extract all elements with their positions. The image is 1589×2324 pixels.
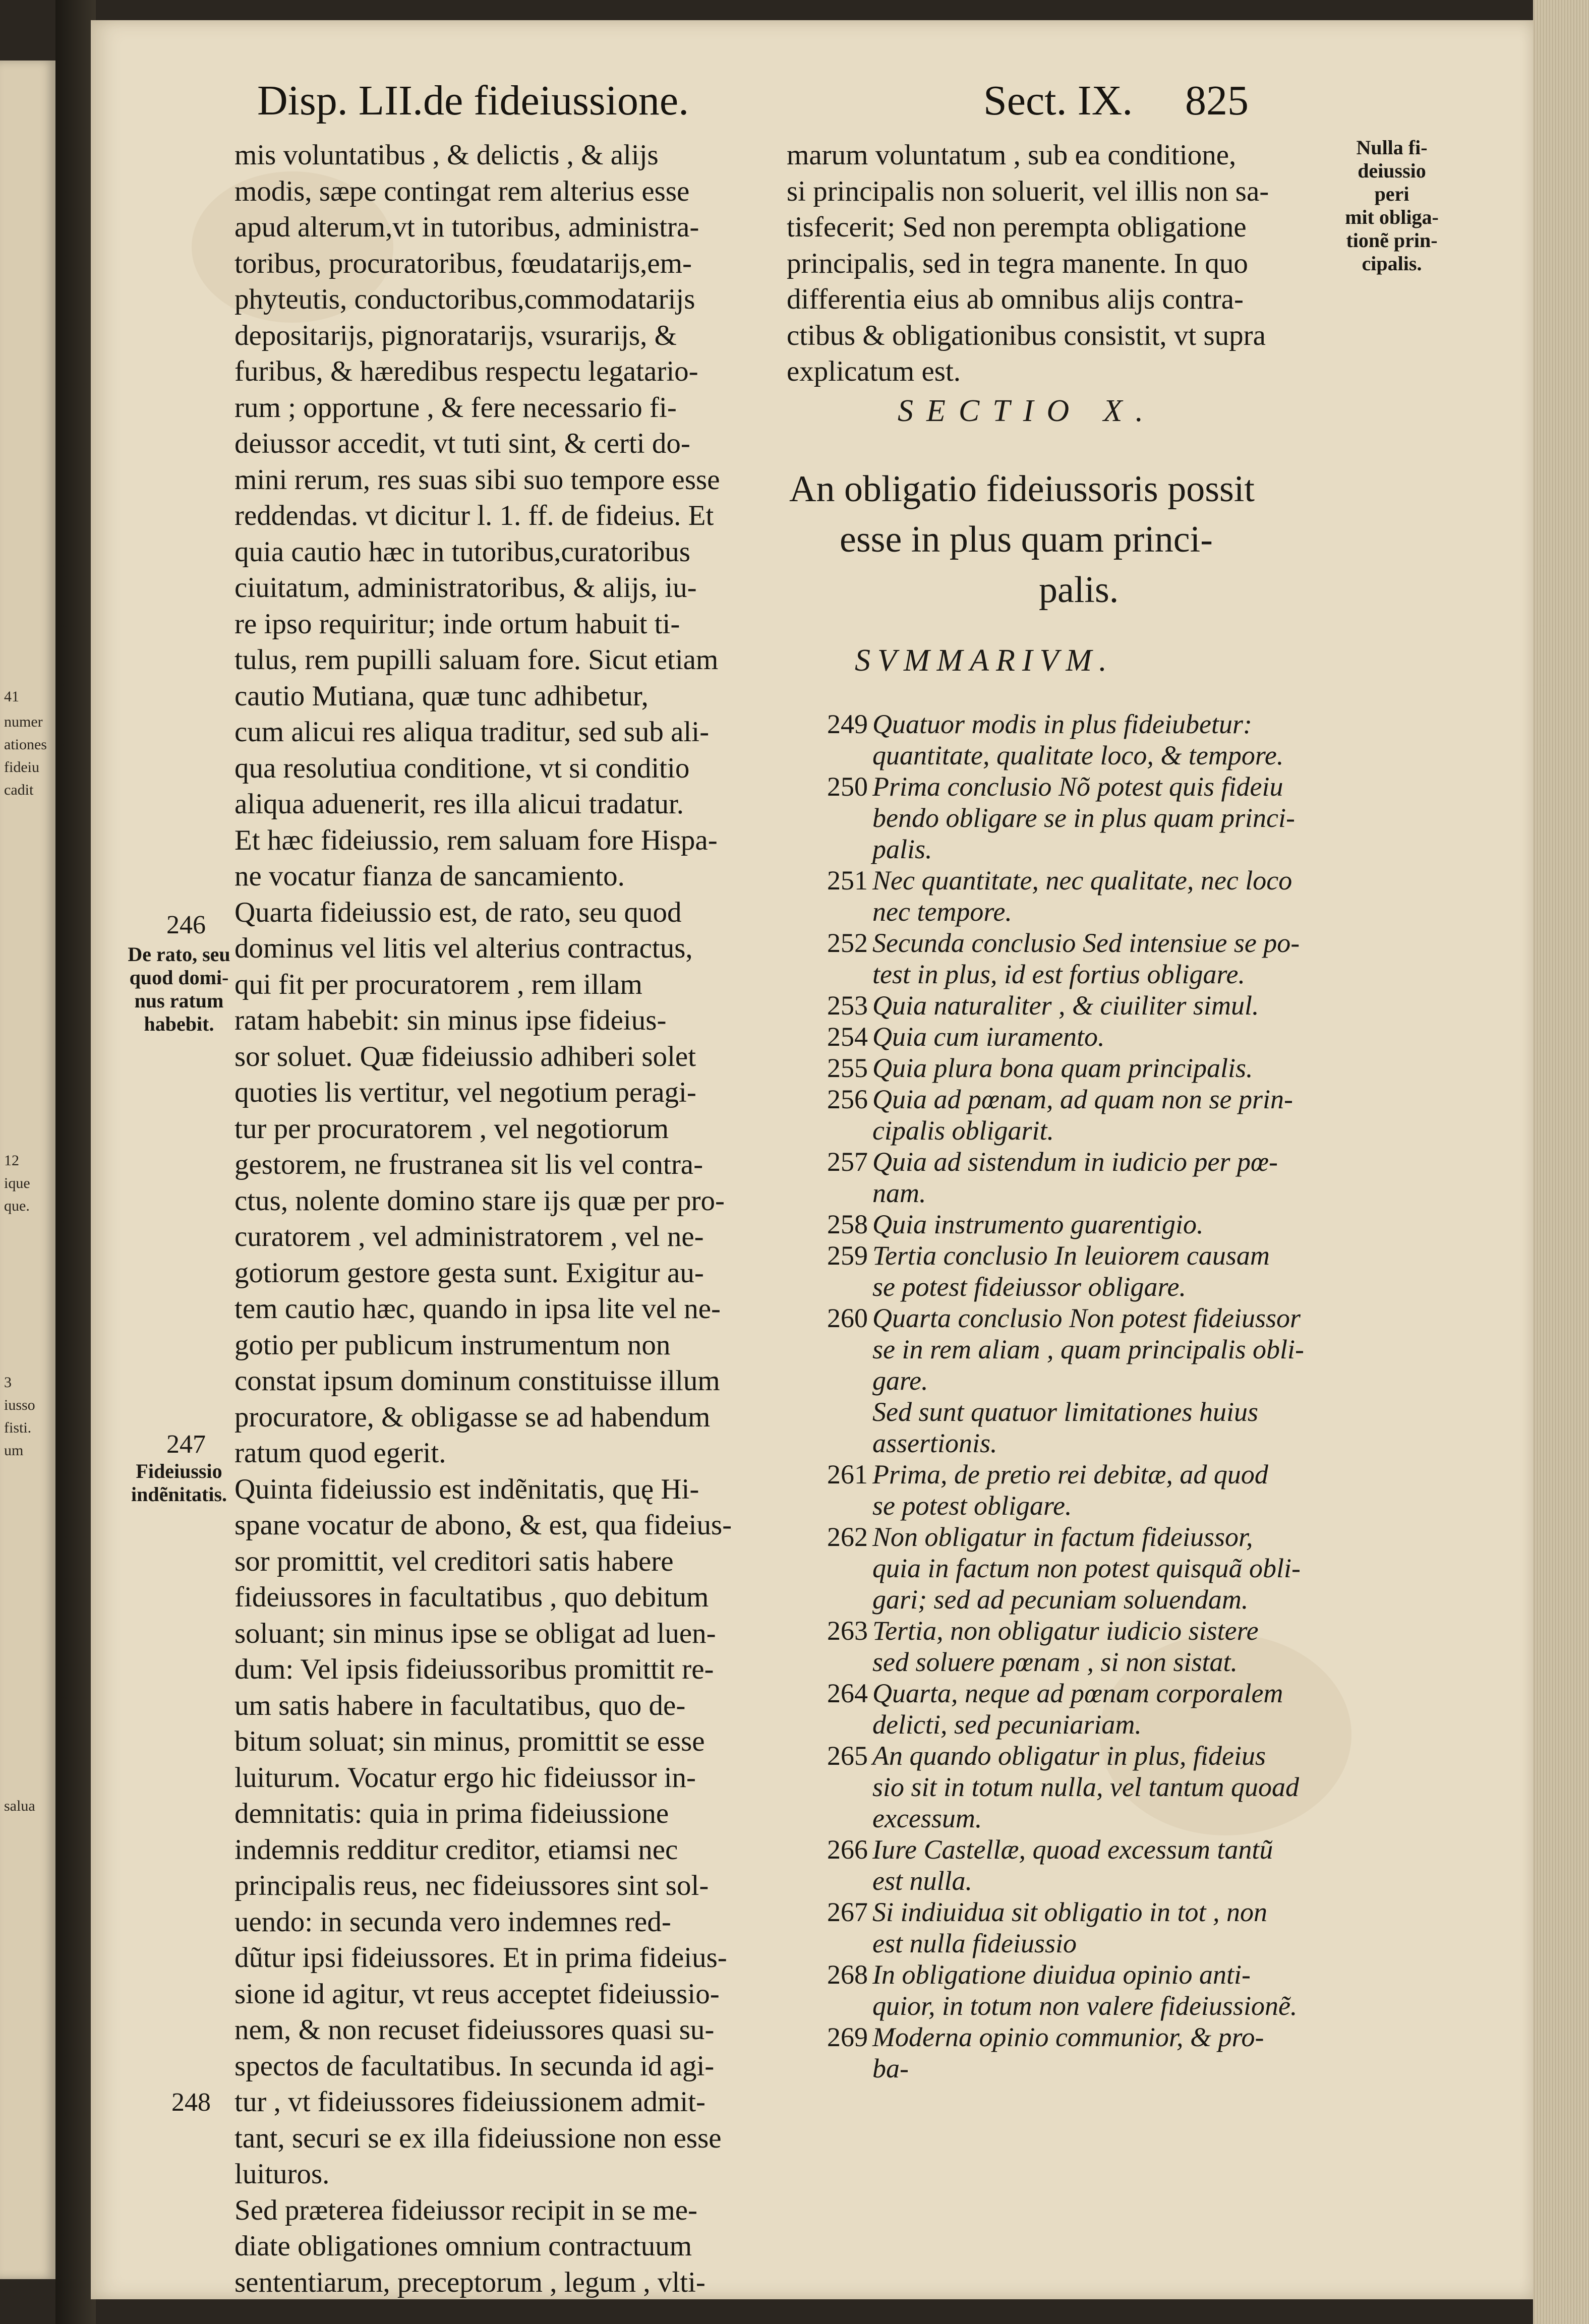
summarium-entry-line: [827, 740, 1357, 771]
summarium-entry-line: [827, 1584, 1357, 1615]
margin-note-fideiussio-indemnitatis: [121, 1460, 237, 1506]
text-line: Quarta fideiussio est, de rato, seu quod: [234, 896, 682, 928]
summarium-text: nec tempore.: [872, 897, 1012, 927]
page-number: 825: [1185, 77, 1249, 124]
summarium-text: ba-: [872, 2053, 909, 2083]
text-line: fideiussores in facultatibus , quo debitum: [234, 1581, 709, 1613]
margin-note-line: deiussio peri: [1358, 159, 1426, 205]
margin-note-line: indẽnitatis.: [131, 1483, 227, 1506]
text-line: mini rerum, res suas sibi suo tempore esse: [234, 463, 720, 496]
summarium-entry-line: [827, 1896, 1357, 1928]
summarium-number: 263: [827, 1616, 868, 1646]
summarium-number: 259: [827, 1240, 868, 1271]
summarium-text: nam.: [872, 1178, 926, 1208]
summarium-entry-line: [827, 1302, 1357, 1334]
summarium-text: Tertia, non obligatur iudicio sistere: [872, 1616, 1259, 1646]
text-line: soluant; sin minus ipse se obligat ad luen-: [234, 1617, 716, 1649]
page-edges: [1533, 0, 1589, 2324]
summarium-entry-line: [827, 865, 1357, 896]
summarium-entry-line: [827, 1021, 1357, 1052]
summarium-number: 262: [827, 1522, 868, 1552]
summarium-text: palis.: [872, 834, 932, 864]
left-column: [234, 137, 804, 2300]
summarium-text: Secunda conclusio Sed intensiue se po-: [872, 928, 1300, 958]
summarium-text: quior, in totum non valere fideiussionẽ.: [872, 1991, 1298, 2021]
summarium-entry-line: [827, 1240, 1357, 1271]
text-line: luituros.: [234, 2158, 330, 2190]
text-line: ratum quod egerit.: [234, 1437, 446, 1469]
summarium-number: 266: [827, 1834, 868, 1865]
margin-number-247: 247: [166, 1430, 206, 1459]
text-line: constat ipsum dominum constituisse illum: [234, 1365, 720, 1397]
text-line: gotiorum gestore gesta sunt. Exigitur au-: [234, 1257, 704, 1289]
text-line: tem cautio hæc, quando in ipsa lite vel ne-: [234, 1293, 721, 1325]
left-fragment: cadit: [4, 782, 34, 798]
summarium-text: Quia ad sistendum in iudicio per pœ-: [872, 1147, 1278, 1177]
text-line: curatorem , vel administratorem , vel ne-: [234, 1221, 704, 1253]
left-fragment: ique: [4, 1175, 30, 1191]
summarium-number: 249: [827, 709, 868, 739]
summarium-number: 267: [827, 1897, 868, 1927]
text-line: Sed præterea fideiussor recipit in se me-: [234, 2194, 698, 2226]
text-line: cum alicui res aliqua traditur, sed sub ali-: [234, 716, 710, 748]
summarium-entry-line: [827, 1646, 1357, 1678]
summarium-text: est nulla.: [872, 1866, 972, 1896]
summarium-entry-line: [827, 1146, 1357, 1177]
margin-note-line: quod domi-: [129, 966, 229, 989]
summarium-entry-line: [827, 1959, 1357, 1990]
left-fragment: 12: [4, 1152, 19, 1169]
summarium-number: 251: [827, 865, 868, 896]
summarium-number: 265: [827, 1741, 868, 1771]
summarium-entry-line: [827, 1865, 1357, 1896]
text-line: gotio per publicum instrumentum non: [234, 1329, 671, 1361]
summarium-entry-line: [827, 1678, 1357, 1709]
summarium-text: test in plus, id est fortius obligare.: [872, 959, 1246, 989]
section-heading-line: palis.: [1039, 569, 1119, 611]
text-line: nem, & non recuset fideiussores quasi su-: [234, 2014, 715, 2046]
text-line: ctus, nolente domino stare ijs quæ per pro-: [234, 1184, 725, 1217]
summarium-entry-line: [827, 1427, 1357, 1459]
text-line: depositarijs, pignoratarijs, vsurarijs, &: [234, 319, 677, 351]
summarium-text: Quarta, neque ad pœnam corporalem: [872, 1678, 1283, 1708]
gutter-shadow: [55, 0, 96, 2324]
text-line: uendo: in secunda vero indemnes red-: [234, 1905, 671, 1938]
text-line: dum: Vel ipsis fideiussoribus promittit re-: [234, 1653, 714, 1685]
text-line: demnitatis: quia in prima fideiussione: [234, 1798, 669, 1829]
summarium-text: Quia instrumento guarentigio.: [872, 1209, 1204, 1239]
summarium-text: bendo obligare se in plus quam princi-: [872, 803, 1295, 833]
summarium-entry-line: [827, 771, 1357, 802]
margin-note-line: cipalis.: [1362, 252, 1422, 275]
text-line: tur , vt fideiussores fideiussionem admit-: [234, 2086, 706, 2118]
left-fragment: um: [4, 1442, 24, 1459]
summarium-entry-line: [827, 2053, 1357, 2084]
summarium-text: sed soluere pœnam , si non sistat.: [872, 1647, 1238, 1677]
text-line: ratam habebit: sin minus ipse fideius-: [234, 1004, 667, 1036]
text-line: dũtur ipsi fideiussores. Et in prima fideius-: [234, 1942, 727, 1974]
summarium-text: gari; sed ad pecuniam soluendam.: [872, 1584, 1249, 1615]
text-line: indemnis redditur creditor, etiamsi nec: [234, 1833, 678, 1866]
left-fragment: 3: [4, 1374, 12, 1391]
summarium-text: Non obligatur in factum fideiussor,: [872, 1522, 1253, 1552]
margin-note-line: habebit.: [144, 1012, 214, 1035]
summarium-entry-line: [827, 927, 1357, 959]
margin-note-line: Nulla fi-: [1356, 136, 1428, 159]
summarium-entry-line: [827, 1177, 1357, 1209]
summarium-entry-line: [827, 1521, 1357, 1553]
summarium-text: Quia cum iuramento.: [872, 1022, 1105, 1052]
summarium-entry-line: [827, 1834, 1357, 1865]
summarium-entry-line: [827, 1396, 1357, 1427]
text-line: spectos de facultatibus. In secunda id agi-: [234, 2050, 715, 2082]
summarium-text: Prima conclusio Nõ potest quis fideiu: [872, 771, 1283, 802]
summarium-text: se potest obligare.: [872, 1491, 1072, 1521]
text-line: modis, sæpe contingat rem alterius esse: [234, 175, 690, 207]
margin-note-de-rato: [121, 943, 237, 1036]
text-line: sione id agitur, vt reus acceptet fideiussio-: [234, 1978, 720, 2010]
summarium-text: Nec quantitate, nec qualitate, nec loco: [872, 865, 1292, 896]
summarium-text: Moderna opinio communior, & pro-: [872, 2022, 1264, 2052]
summarium-number: 264: [827, 1678, 868, 1708]
summarium-text: Prima, de pretio rei debitæ, ad quod: [872, 1459, 1268, 1489]
margin-note-line: nus ratum: [134, 989, 224, 1012]
summarium-entry-line: [827, 1365, 1357, 1396]
text-line: spane vocatur de abono, & est, qua fideius-: [234, 1509, 732, 1541]
text-line: luiturum. Vocatur ergo hic fideiussor in-: [234, 1761, 696, 1794]
summarium-text: se potest fideiussor obligare.: [872, 1272, 1186, 1302]
summarium-text: Si indiuidua sit obligatio in tot , non: [872, 1897, 1268, 1927]
summarium-text: Quia ad pœnam, ad quam non se prin-: [872, 1084, 1293, 1114]
text-line: toribus, procuratoribus, fœudatarijs,em-: [234, 247, 692, 279]
summarium-text: cipalis obligarit.: [872, 1115, 1054, 1146]
section-heading-line: An obligatio fideiussoris possit: [789, 468, 1255, 510]
summarium-text: Quia plura bona quam principalis.: [872, 1053, 1253, 1083]
summarium-number: 268: [827, 1959, 868, 1990]
text-line: si principalis non soluerit, vel illis non sa-: [787, 175, 1269, 207]
summarium-entry-line: [827, 1615, 1357, 1646]
text-line: phyteutis, conductoribus,commodatarijs: [234, 283, 695, 315]
summarium-text: gare.: [872, 1365, 928, 1396]
summarium-text: quantitate, qualitate loco, & tempore.: [872, 740, 1284, 770]
summarium-entry-line: [827, 1115, 1357, 1146]
summarium-number: 269: [827, 2022, 868, 2052]
summarium-entry-line: [827, 959, 1357, 990]
left-fragment: 41: [4, 688, 19, 705]
summarium-number: 253: [827, 990, 868, 1021]
text-line: quia cautio hæc in tutoribus,curatoribus: [234, 535, 690, 568]
text-line: tulus, rem pupilli saluam fore. Sicut etiam: [234, 644, 719, 676]
summarium-text: Quia naturaliter , & ciuiliter simul.: [872, 990, 1259, 1021]
summarium-text: In obligatione diuidua opinio anti-: [872, 1959, 1251, 1990]
summarium-entry-line: [827, 2021, 1357, 2053]
summarium-entry-line: [827, 708, 1357, 740]
left-fragment: numer: [4, 713, 43, 730]
summarium-entry-line: [827, 1709, 1357, 1740]
text-line: cautio Mutiana, quæ tunc adhibetur,: [234, 680, 649, 712]
summarium-number: 252: [827, 928, 868, 958]
summarium-number: 254: [827, 1022, 868, 1052]
text-line: ciuitatum, administratoribus, & alijs, iu-: [234, 572, 697, 604]
summarium-entry-line: [827, 833, 1357, 865]
text-line: procuratore, & obligasse se ad habendum: [234, 1401, 711, 1433]
left-fragment: fisti.: [4, 1419, 32, 1436]
text-line: re ipso requiritur; inde ortum habuit ti-: [234, 608, 680, 640]
summarium-text: excessum.: [872, 1803, 982, 1833]
summarium-number: 258: [827, 1209, 868, 1239]
text-line: sor promittit, vel creditori satis habere: [234, 1545, 674, 1577]
text-line: furibus, & hæredibus respectu legatario-: [234, 355, 698, 387]
text-line: tisfecerit; Sed non perempta obligatione: [787, 211, 1247, 243]
previous-page-edge: [0, 61, 57, 2279]
summarium-entry-line: [827, 1490, 1357, 1521]
summarium-text: An quando obligatur in plus, fideius: [872, 1741, 1266, 1771]
summarium-text: quia in factum non potest quisquã obli-: [872, 1553, 1301, 1583]
text-line: bitum soluat; sin minus, promittit se esse: [234, 1725, 705, 1757]
text-line: aliqua aduenerit, res illa alicui tradatur.: [234, 788, 684, 820]
text-line: sor soluet. Quæ fideiussio adhiberi solet: [234, 1040, 696, 1072]
summarium-text: est nulla fideiussio: [872, 1928, 1077, 1958]
running-head-section: Sect. IX.: [983, 77, 1133, 124]
summarium-text: Sed sunt quatuor limitationes huius: [872, 1397, 1259, 1427]
margin-note-nulla-fideiussio: [1341, 136, 1442, 275]
text-line: Quinta fideiussio est indẽnitatis, quę Hi-: [234, 1473, 699, 1505]
text-line: tur per procuratorem , vel negotiorum: [234, 1112, 669, 1145]
text-line: explicatum est.: [787, 355, 961, 387]
summarium-entry-line: [827, 1553, 1357, 1584]
summarium-text: Iure Castellæ, quoad excessum tantũ: [872, 1834, 1273, 1865]
summarium-entry-line: [827, 1803, 1357, 1834]
running-head-title: Disp. LII.de fideiussione.: [257, 77, 689, 124]
text-line: deiussor accedit, vt tuti sint, & certi do-: [234, 428, 690, 459]
text-line: mis voluntatibus , & delictis , & alijs: [234, 139, 659, 171]
summarium-entry-line: [827, 1271, 1357, 1302]
text-line: ctibus & obligationibus consistit, vt supra: [787, 319, 1266, 351]
margin-note-line: De rato, seu: [128, 943, 230, 966]
summarium-entry-line: [827, 1740, 1357, 1771]
text-line: Et hæc fideiussio, rem saluam fore Hispa-: [234, 824, 718, 856]
summarium-entry-line: [827, 990, 1357, 1021]
summarium-text: delicti, sed pecuniariam.: [872, 1709, 1142, 1740]
summarium-entry-line: [827, 1052, 1357, 1084]
summarium-text: sio sit in totum nulla, vel tantum quoad: [872, 1772, 1299, 1802]
summarium-text: assertionis.: [872, 1428, 997, 1458]
section-title: SECTIO X.: [898, 394, 1156, 428]
summarium-text: se in rem aliam , quam principalis obli-: [872, 1334, 1304, 1364]
margin-number-246: 246: [166, 911, 206, 939]
summarium-text: Tertia conclusio In leuiorem causam: [872, 1240, 1270, 1271]
summarium-entry-line: [827, 1334, 1357, 1365]
summarium-number: 250: [827, 771, 868, 802]
right-column-top: [787, 137, 1341, 390]
section-heading-line: esse in plus quam princi-: [840, 519, 1213, 560]
left-fragment: salua: [4, 1798, 35, 1814]
summarium-entry-line: [827, 1209, 1357, 1240]
summarium-number: 260: [827, 1303, 868, 1333]
left-fragment: ationes: [4, 736, 47, 753]
summarium-entry-line: [827, 896, 1357, 927]
summarium-number: 257: [827, 1147, 868, 1177]
left-fragment: fideiu: [4, 759, 39, 776]
text-line: qui fit per procuratorem , rem illam: [234, 968, 642, 1000]
text-line: principalis reus, nec fideiussores sint sol-: [234, 1870, 709, 1901]
text-line: principalis, sed in tegra manente. In quo: [787, 247, 1248, 279]
summarium-text: Quatuor modis in plus fideiubetur:: [872, 709, 1252, 739]
summarium-list: [827, 708, 1357, 2084]
text-line: marum voluntatum , sub ea conditione,: [787, 139, 1237, 171]
text-line: rum ; opportune , & fere necessario fi-: [234, 391, 677, 424]
summarium-entry-line: [827, 1084, 1357, 1115]
left-fragment: iusso: [4, 1397, 35, 1413]
summarium-entry-line: [827, 802, 1357, 833]
summarium-entry-line: [827, 1459, 1357, 1490]
left-fragment: que.: [4, 1198, 30, 1214]
text-line: dominus vel litis vel alterius contractus,: [234, 932, 693, 964]
text-line: diate obligationes omnium contractuum: [234, 2230, 692, 2262]
summarium-entry-line: [827, 1928, 1357, 1959]
text-line: reddendas. vt dicitur l. 1. ff. de fideius. Et: [234, 500, 714, 531]
margin-number-248: 248: [171, 2088, 211, 2117]
summarium-number: 256: [827, 1084, 868, 1114]
text-line: tant, securi se ex illa fideiussione non esse: [234, 2122, 722, 2154]
summarium-title: SVMMARIVM.: [855, 643, 1114, 678]
text-line: sententiarum, preceptorum , legum , vlti-: [234, 2266, 705, 2298]
margin-note-line: tionẽ prin-: [1346, 229, 1438, 252]
text-line: qua resolutiua conditione, vt si conditio: [234, 752, 690, 784]
margin-note-line: Fideiussio: [136, 1460, 222, 1482]
summarium-entry-line: [827, 1771, 1357, 1803]
text-line: ne vocatur fianza de sancamiento.: [234, 860, 625, 892]
summarium-entry-line: [827, 1990, 1357, 2021]
summarium-text: Quarta conclusio Non potest fideiussor: [872, 1303, 1301, 1333]
text-line: quoties lis vertitur, vel negotium peragi-: [234, 1077, 696, 1108]
text-line: differentia eius ab omnibus alijs contra-: [787, 283, 1244, 315]
margin-note-line: mit obliga-: [1345, 206, 1439, 228]
text-line: apud alterum,vt in tutoribus, administra-: [234, 211, 699, 243]
text-line: gestorem, ne frustranea sit lis vel contra-: [234, 1149, 703, 1180]
text-line: um satis habere in facultatibus, quo de-: [234, 1689, 686, 1721]
summarium-number: 255: [827, 1053, 868, 1083]
summarium-number: 261: [827, 1459, 868, 1489]
